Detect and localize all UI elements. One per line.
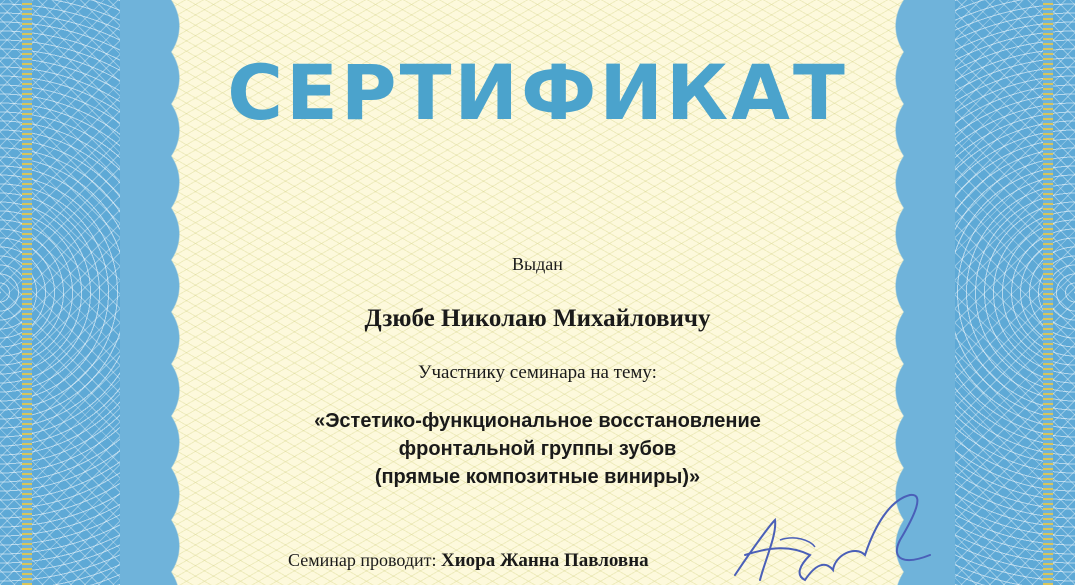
topic-line-2: фронтальной группы зубов	[398, 438, 677, 460]
handwritten-signature	[715, 485, 945, 585]
seminar-topic	[0, 407, 1075, 491]
certificate-title: СЕРТИФИКАТ	[227, 48, 848, 137]
participant-label: Участнику семинара на тему:	[418, 362, 657, 383]
recipient-name: Дзюбе Николаю Михайловичу	[364, 305, 711, 332]
seminar-instructor-line	[288, 550, 649, 572]
issued-label: Выдан	[512, 254, 563, 274]
instructor-name: Хиора Жанна Павловна	[441, 550, 649, 571]
seminar-label: Семинар проводит:	[288, 550, 437, 570]
topic-line-1: «Эстетико-функциональное восстановление	[314, 410, 761, 432]
topic-line-3: (прямые композитные виниры)»	[374, 466, 701, 488]
